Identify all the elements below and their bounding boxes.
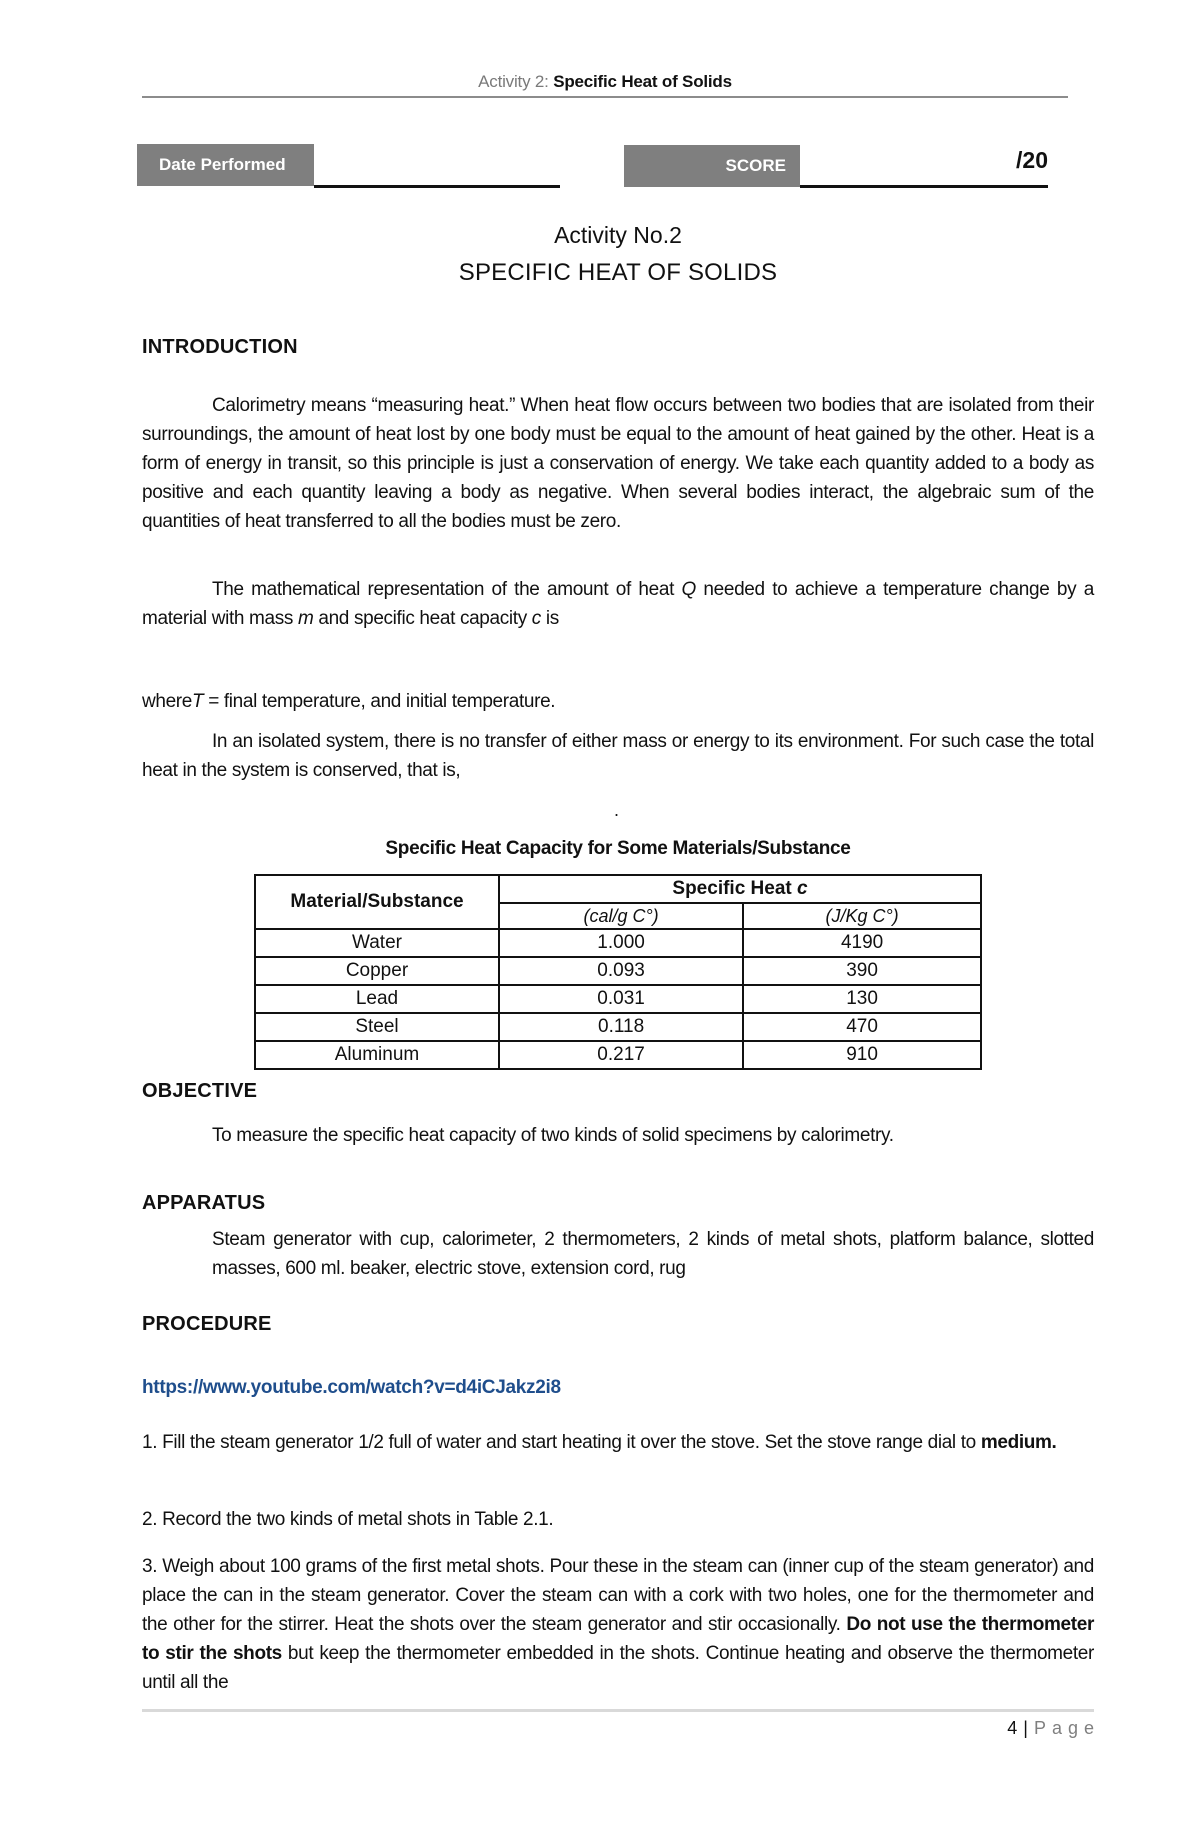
procedure-step-2: 2. Record the two kinds of metal shots in Table 2.1. <box>142 1509 554 1530</box>
cell-cal: 0.031 <box>499 985 743 1013</box>
p2-text-c: and specific heat capacity <box>313 608 532 629</box>
intro-paragraph-3 <box>142 687 1094 716</box>
step-1-bold-text: medium. <box>980 1432 1057 1453</box>
page-title: SPECIFIC HEAT OF SOLIDS <box>458 259 778 286</box>
cell-material: Water <box>255 929 499 957</box>
cell-cal: 0.118 <box>499 1013 743 1041</box>
p2-text-b: needed to achieve a temperature change by a material with mass <box>142 579 1094 629</box>
symbol-m: m <box>297 608 314 629</box>
step-3-bold-text: Do not use the thermometer to stir the shots <box>142 1614 1094 1664</box>
symbol-t: T <box>192 691 204 712</box>
date-performed-field[interactable] <box>314 185 560 188</box>
apparatus-text: Steam generator with cup, calorimeter, 2 thermometers, 2 kinds of metal shots, platform balance, slotted masses, 600 ml. beaker, electric stove, extension cord, rug <box>212 1229 1094 1279</box>
cell-material: Lead <box>255 985 499 1013</box>
header-unit-joule: (J/Kg C°) <box>743 903 981 929</box>
specific-heat-table <box>254 874 982 1070</box>
cell-joule: 470 <box>743 1013 981 1041</box>
cell-joule: 130 <box>743 985 981 1013</box>
section-heading-objective: OBJECTIVE <box>142 1080 258 1102</box>
cell-cal: 1.000 <box>499 929 743 957</box>
cell-material: Aluminum <box>255 1041 499 1069</box>
intro-paragraph-2 <box>142 575 1094 633</box>
symbol-q: Q <box>681 579 696 600</box>
score-field[interactable] <box>800 185 1048 188</box>
step-1-text: 1. Fill the steam generator 1/2 full of water and start heating it over the stove. Set the stove range dial to <box>142 1432 981 1453</box>
score-total: /20 <box>1016 147 1048 173</box>
date-performed-label: Date Performed <box>137 144 314 186</box>
table-row <box>255 957 981 985</box>
running-header <box>142 72 1068 92</box>
header-divider <box>142 96 1068 98</box>
header-specific-heat-label: Specific Heat <box>672 878 798 899</box>
running-header-prefix: Activity 2: <box>478 72 554 91</box>
table-row <box>255 929 981 957</box>
p2-text-a: The mathematical representation of the amount of heat <box>212 579 682 600</box>
intro-paragraph-1-text: Calorimetry means “measuring heat.” When heat flow occurs between two bodies that are isolated from their surroundings, the amount of heat lost by one body must be equal to the amount of heat gained by the other. Heat is a form of energy in transit, so this principle is just a conservation of energy. We take each quantity added to a body as positive and each quantity leaving a body as negative. When several bodies interact, the algebraic sum of the quantities of heat transferred to all the bodies must be zero. <box>142 395 1094 532</box>
procedure-video-link[interactable]: https://www.youtube.com/watch?v=d4iCJakz2i8 <box>142 1377 561 1398</box>
page-number <box>900 1718 1100 1739</box>
running-header-title: Specific Heat of Solids <box>553 72 732 91</box>
score-label: SCORE <box>624 145 800 187</box>
step-3-text-b: but keep the thermometer embedded in the shots. Continue heating and observe the thermometer until all the <box>142 1643 1094 1693</box>
cell-material: Copper <box>255 957 499 985</box>
activity-number: Activity No.2 <box>554 222 682 248</box>
cell-joule: 4190 <box>743 929 981 957</box>
p4-text: In an isolated system, there is no transfer of either mass or energy to its environment. For such case the total heat in the system is conserved, that is, <box>142 731 1094 781</box>
header-unit-cal: (cal/g C°) <box>499 903 743 929</box>
symbol-c: c <box>531 608 541 629</box>
procedure-step-1 <box>142 1428 1094 1457</box>
section-heading-procedure: PROCEDURE <box>142 1313 272 1335</box>
table-row <box>255 1013 981 1041</box>
section-heading-apparatus: APPARATUS <box>142 1192 266 1214</box>
page-number-separator: | <box>1023 1718 1028 1738</box>
cell-joule: 910 <box>743 1041 981 1069</box>
cell-cal: 0.217 <box>499 1041 743 1069</box>
objective-text: To measure the specific heat capacity of two kinds of solid specimens by calorimetry. <box>212 1125 894 1146</box>
p3-text-a: where <box>142 691 192 712</box>
p2-text-end: is <box>540 608 559 629</box>
table-caption: Specific Heat Capacity for Some Materials/Substance <box>385 838 851 859</box>
table-row <box>255 1041 981 1069</box>
intro-paragraph-4 <box>142 727 1094 785</box>
table-row <box>255 985 981 1013</box>
cell-material: Steel <box>255 1013 499 1041</box>
equation-placeholder-dot: . <box>614 800 620 820</box>
footer-divider <box>142 1709 1094 1712</box>
step-3-text-a: 3. Weigh about 100 grams of the first metal shots. Pour these in the steam can (inner cup of the steam generator) and place the can in the steam generator. Cover the steam can with a cork with two holes, one for the thermometer and the other for the stirrer. Heat the shots over the steam generator and stir occasionally. <box>142 1556 1094 1635</box>
cell-joule: 390 <box>743 957 981 985</box>
page-number-value: 4 <box>1007 1718 1018 1738</box>
procedure-step-3 <box>142 1552 1094 1697</box>
header-specific-heat <box>499 875 981 903</box>
p3-text-b: = final temperature, and initial temperature. <box>203 691 556 712</box>
intro-paragraph-1 <box>142 391 1094 536</box>
section-heading-introduction: INTRODUCTION <box>142 336 298 358</box>
cell-cal: 0.093 <box>499 957 743 985</box>
page-number-label: Page <box>1033 1718 1100 1738</box>
header-material: Material/Substance <box>255 875 499 929</box>
header-specific-heat-symbol: c <box>797 878 808 899</box>
